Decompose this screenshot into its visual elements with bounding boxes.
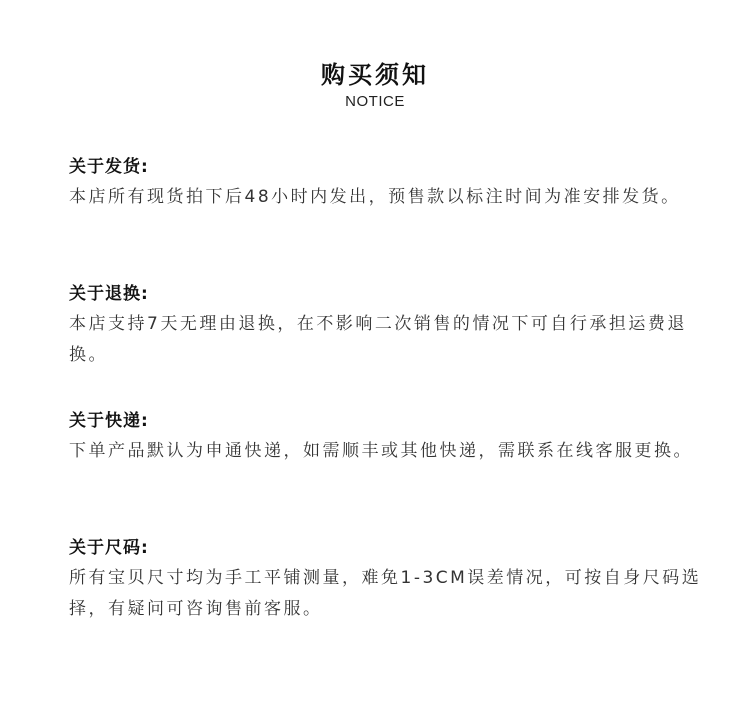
section-body-returns: 本店支持7天无理由退换，在不影响二次销售的情况下可自行承担运费退换。: [69, 314, 687, 365]
notice-sections: [69, 154, 709, 662]
section-sizing: [69, 535, 709, 662]
notice-header: [0, 58, 750, 112]
section-body-sizing: 所有宝贝尺寸均为手工平铺测量，难免1-3CM误差情况，可按自身尺码选择，有疑问可咨询售前客服。: [69, 568, 702, 619]
section-heading-shipping: 关于发货:: [69, 157, 149, 177]
section-shipping: [69, 154, 709, 281]
section-heading-sizing: 关于尺码:: [69, 538, 149, 558]
section-returns: [69, 281, 709, 408]
page-subtitle: NOTICE: [345, 93, 405, 110]
page-title: 购买须知: [321, 61, 429, 89]
section-courier: [69, 408, 709, 535]
section-body-shipping: 本店所有现货拍下后48小时内发出，预售款以标注时间为准安排发货。: [69, 187, 681, 207]
section-heading-returns: 关于退换:: [69, 284, 149, 304]
section-body-courier: 下单产品默认为申通快递，如需顺丰或其他快递，需联系在线客服更换。: [69, 441, 693, 461]
section-heading-courier: 关于快递:: [69, 411, 149, 431]
